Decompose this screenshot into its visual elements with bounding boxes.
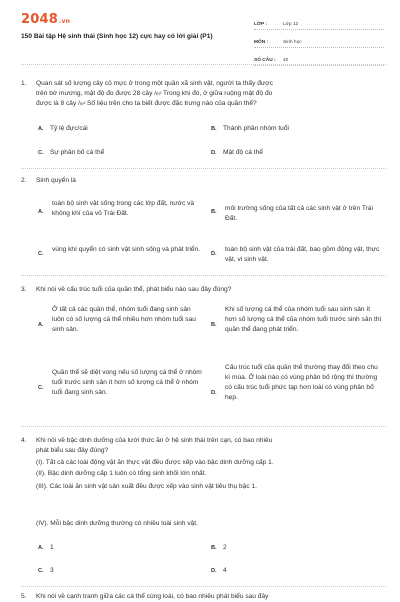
stem-text: được là 8 cây / bbox=[36, 100, 80, 107]
meta-subject-value: Sinh học bbox=[283, 40, 302, 45]
option-letter: B. bbox=[211, 126, 217, 132]
option-text: Thành phần nhóm tuổi bbox=[223, 125, 289, 132]
option-text: Mật độ cá thể bbox=[223, 149, 263, 156]
option-d[interactable] bbox=[211, 148, 381, 158]
question-stem: Khi nói về cạnh tranh giữa các cá thể cùng loài, có bao nhiêu phát biểu sau đây bbox=[36, 593, 269, 600]
question-4 bbox=[21, 436, 386, 456]
meta-count-label: SỐ CÂU : bbox=[254, 58, 276, 63]
option-c[interactable]: vùng khí quyển có sinh vật sinh sống và phát triển. bbox=[52, 246, 201, 253]
unit-m2: m² bbox=[79, 101, 86, 106]
meta-subject-label: MÔN : bbox=[254, 40, 269, 45]
stem-text: Số liệu trên cho ta biết được đặc trưng nào của quần thể? bbox=[85, 100, 257, 107]
question-stem: Khi nói về cấu trúc tuổi của quần thể, phát biểu nào sau đây đúng? bbox=[36, 286, 232, 293]
meta-class-label: LỚP : bbox=[254, 22, 268, 27]
option-a[interactable] bbox=[38, 124, 198, 134]
question-number: 3. bbox=[21, 286, 27, 293]
option-letter: A. bbox=[38, 545, 44, 551]
stem-text: Trong khi đó, ở giữa ruộng mật độ đo bbox=[161, 90, 273, 97]
stem-line bbox=[36, 89, 386, 99]
statement-1: (I). Tất cả các loài động vật ăn thực vật đều được xếp vào bậc dinh dưỡng cấp 1. bbox=[36, 459, 274, 466]
page-title: 150 Bài tập Hệ sinh thái (Sinh học 12) cực hay có lời giải (P1) bbox=[21, 33, 213, 40]
statement-3: (III). Các loài ăn sinh vật sản xuất đều được xếp vào sinh vật tiêu thụ bậc 1. bbox=[36, 483, 257, 490]
question-3 bbox=[21, 285, 386, 295]
option-b-letter[interactable]: B. bbox=[211, 322, 217, 328]
option-letter: C. bbox=[38, 568, 44, 574]
option-a[interactable]: Ở tất cả các quần thể, nhóm tuổi đang sinh sản luôn có số lượng cá thể nhiều hơn nhóm tuổi sau sinh sản. bbox=[52, 306, 196, 333]
statement-4: (IV). Mỗi bậc dinh dưỡng thường có nhiều loài sinh vật. bbox=[36, 520, 198, 527]
question-1 bbox=[21, 79, 386, 109]
stem-line: Khi nói về bậc dinh dưỡng của lưới thức ăn ở hệ sinh thái trên cạn, có bao nhiêu bbox=[36, 437, 273, 444]
option-b-letter[interactable]: B. bbox=[211, 209, 217, 215]
logo-text: 2048 bbox=[21, 12, 58, 27]
option-text: 2 bbox=[223, 544, 227, 551]
question-divider bbox=[21, 426, 386, 427]
option-d-letter[interactable]: D. bbox=[211, 251, 217, 257]
question-number: 2. bbox=[21, 177, 27, 184]
question-divider bbox=[21, 586, 386, 587]
option-c[interactable]: Quần thể sẽ diệt vong nếu số lượng cá thể ở nhóm tuổi trước sinh sản ít hơn số lượng cá thể ở nhóm tuổi đang sinh sản. bbox=[52, 369, 202, 396]
document-meta bbox=[254, 14, 384, 68]
option-d[interactable]: toàn bộ sinh vật của trái đất, bao gồm động vật, thực vật, vi sinh vật. bbox=[225, 246, 380, 263]
stem-line: Quan sát số lượng cây cỏ mực ở trong một quần xã sinh vật, người ta thấy được bbox=[36, 80, 273, 87]
option-a-letter[interactable]: A. bbox=[38, 209, 44, 215]
option-b[interactable]: Khi số lượng cá thể của nhóm tuổi sau sinh sản ít hơn số lượng cá thể của nhóm tuổi trước sinh sản thì quần thể đang phát triển. bbox=[225, 306, 382, 333]
option-text: Sự phân bố cá thể bbox=[50, 149, 105, 156]
option-c[interactable] bbox=[38, 148, 198, 158]
option-letter: B. bbox=[211, 545, 217, 551]
question-number: 5. bbox=[21, 593, 27, 600]
option-c[interactable] bbox=[38, 566, 198, 576]
option-text: 3 bbox=[50, 567, 54, 574]
option-c-letter[interactable]: C. bbox=[38, 251, 44, 257]
meta-subject-row bbox=[254, 32, 384, 48]
option-b[interactable] bbox=[211, 543, 381, 553]
meta-class-value: Lớp 12 bbox=[283, 22, 299, 27]
option-a[interactable]: toàn bộ sinh vật sống trong các lớp đất, nước và không khí của vỏ Trái Đất. bbox=[52, 200, 195, 217]
meta-class-row bbox=[254, 14, 384, 30]
site-logo[interactable] bbox=[21, 12, 70, 27]
unit-m2: m² bbox=[156, 91, 162, 96]
option-text: Tỷ lệ đực/cái bbox=[50, 125, 88, 132]
question-2 bbox=[21, 176, 386, 186]
header-divider bbox=[21, 64, 386, 65]
option-c-letter[interactable]: C. bbox=[38, 385, 44, 391]
question-divider bbox=[21, 168, 386, 169]
question-number: 4. bbox=[21, 437, 27, 444]
stem-line bbox=[36, 99, 386, 109]
option-text: 4 bbox=[223, 567, 227, 574]
statement-2: (II). Bậc dinh dưỡng cấp 1 luôn có tổng sinh khối lớn nhất. bbox=[36, 470, 207, 477]
option-b[interactable]: môi trường sống của tất cả các sinh vật ở trên Trái Đất. bbox=[225, 205, 373, 222]
question-number: 1. bbox=[21, 80, 27, 87]
option-a-letter[interactable]: A. bbox=[38, 322, 44, 328]
stem-text: trên bờ mương, mật độ đo được 28 cây / bbox=[36, 90, 157, 97]
question-5 bbox=[21, 592, 386, 602]
option-letter: A. bbox=[38, 126, 44, 132]
option-letter: D. bbox=[211, 568, 217, 574]
meta-count-value: 40 bbox=[283, 58, 289, 63]
option-a[interactable] bbox=[38, 543, 198, 553]
stem-line: phát biểu sau đây đúng? bbox=[36, 447, 109, 454]
option-d[interactable]: Cấu trúc tuổi của quần thể thường thay đổi theo chu kì mùa. Ở loài nào có vùng phân bố rộng thì thường có cấu trúc tuổi phức tạp hơn loài có vùng phân bố hẹp. bbox=[225, 364, 378, 401]
option-b[interactable] bbox=[211, 124, 381, 134]
option-letter: D. bbox=[211, 150, 217, 156]
option-d-letter[interactable]: D. bbox=[211, 390, 217, 396]
option-d[interactable] bbox=[211, 566, 381, 576]
logo-suffix: .vn bbox=[58, 18, 71, 25]
option-text: 1 bbox=[50, 544, 54, 551]
option-letter: C. bbox=[38, 150, 44, 156]
question-stem bbox=[36, 436, 386, 456]
question-stem: Sinh quyển là bbox=[36, 177, 76, 184]
question-divider bbox=[21, 275, 386, 276]
question-stem bbox=[36, 79, 386, 109]
